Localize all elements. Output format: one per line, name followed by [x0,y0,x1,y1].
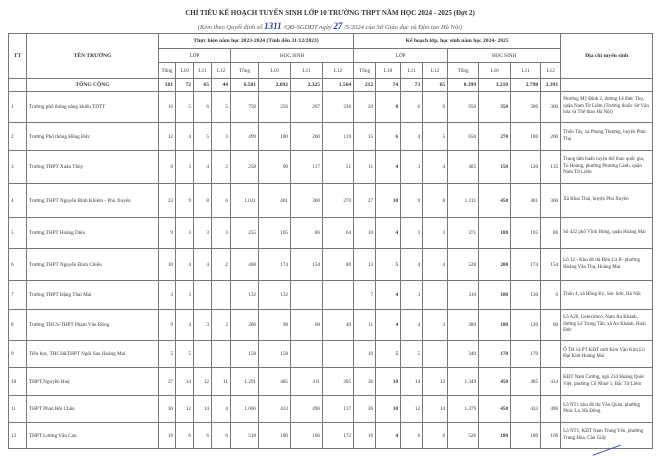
header-plan-year: Kế hoạch lớp, học sinh năm học 2024- 2025 [354,34,561,49]
cell-value: 759 [231,92,259,123]
header-sub-l12: L12 [323,63,354,79]
cell-value: 310 [448,281,479,310]
school-name: Trường THPT Nguyễn Đình Chiểu [27,249,159,281]
cell-value: 11 [212,368,231,396]
cell-value: 206 [231,310,259,341]
cell-value: 3 [194,218,212,249]
cell-value: 4 [194,249,212,281]
address: Lô A26, Geleximco, Nam An Khánh, đường Lê Trọng Tấn, xã An Khánh, Hoài Đức [561,310,653,341]
cell-value: 166 [541,423,561,449]
row-number: 12 [9,423,27,449]
cell-value: 14 [194,396,212,423]
cell-value: 6 [423,92,448,123]
cell-value: 158 [259,341,291,368]
cell-value: 166 [291,423,323,449]
cell-value: 180 [511,123,541,151]
total-value: 72 [176,79,194,92]
cell-value: 12 [194,368,212,396]
cell-value: 135 [541,151,561,184]
cell-value: 6 [401,423,423,449]
cell-value: 1.379 [448,396,479,423]
subtitle-prefix: (Kèm theo Quyết định số [197,24,263,31]
row-number: 10 [9,368,27,396]
cell-value: 300 [541,92,561,123]
cell-value: 130 [511,281,541,310]
table-row [9,341,653,368]
cell-value: 6 [376,123,401,151]
cell-value: 6 [401,92,423,123]
total-value: 2.325 [291,79,323,92]
cell-value [423,341,448,368]
cell-value: 105 [259,218,291,249]
table-row [9,396,653,423]
header-sub-tổng: Tổng [159,63,176,79]
school-name: Trường THPT Nguyễn Bỉnh Khiêm - Phú Xuyên [27,184,159,218]
total-value: 3.210 [479,79,511,92]
cell-value: 12 [401,396,423,423]
cell-value: 10 [376,368,401,396]
cell-value: 7 [354,281,376,310]
cell-value: 12 [159,123,176,151]
cell-value: 950 [448,92,479,123]
school-name: Trường phổ thông năng khiếu TDTT [27,92,159,123]
address: Thôn Tây, xã Phụng Thượng, huyện Phúc Thọ [561,123,653,151]
cell-value: 267 [291,92,323,123]
cell-value: 98 [259,310,291,341]
header-sub-l12: L12 [212,63,231,79]
cell-value: 4 [212,396,231,423]
total-value: 2.798 [511,79,541,92]
cell-value: 14 [176,368,194,396]
total-value: 65 [423,79,448,92]
cell-value: 8 [423,184,448,218]
cell-value: 340 [448,341,479,368]
cell-value: 360 [541,184,561,218]
header-classes: LỚP [159,49,231,63]
table-row [9,368,653,396]
cell-value: 4 [423,249,448,281]
cell-value [212,281,231,310]
cell-value: 105 [511,218,541,249]
cell-value: 36 [354,396,376,423]
address: Lô 12 - Khu đô thị Đền Lừ II- phường Hoàng Văn Thụ, Hoàng Mai [561,249,653,281]
address: Xã Khai Thái, huyện Phú Xuyên [561,184,653,218]
cell-value: 6 [176,423,194,449]
address: Trung tâm huấn luyện thể thao quốc gia, Tu Hoàng, phường Phương Canh, quận Nam Từ Liêm [561,151,653,184]
row-number: 2 [9,123,27,151]
cell-value: 270 [323,184,354,218]
cell-value [541,341,561,368]
cell-value: 5 [401,341,423,368]
document-subtitle [0,21,660,31]
table-row [9,151,653,184]
cell-value: 2 [212,151,231,184]
row-number: 5 [9,218,27,249]
cell-value: 137 [323,396,354,423]
cell-value: 12 [176,396,194,423]
cell-value: 119 [323,123,354,151]
cell-value: 255 [231,218,259,249]
total-value: 181 [159,79,176,92]
cell-value: 496 [291,396,323,423]
table-row [9,123,653,151]
cell-value: 12 [423,368,448,396]
cell-value: 200 [479,249,511,281]
table-row [9,184,653,218]
cell-value: 360 [291,184,323,218]
cell-value: 258 [231,151,259,184]
cell-value: 3 [212,123,231,151]
header-students: HỌC SINH [231,49,354,63]
header-sub-tổng: Tổng [354,63,376,79]
cell-value [291,341,323,368]
total-value: 212 [354,79,376,92]
cell-value: 405 [448,151,479,184]
address: KĐT Nam Cường, ngõ 234 Hoàng Quốc Việt, phường Cổ Nhuế 1, Bắc Từ Liêm [561,368,653,396]
cell-value: 401 [511,184,541,218]
header-sub-l11: L11 [291,63,323,79]
cell-value: 4 [376,151,401,184]
cell-value: 350 [479,92,511,123]
address: Lô NT1, KĐT Nam Trung Yên, phường Trung Hòa, Cầu Giấy [561,423,653,449]
header-sub-l12: L12 [423,63,448,79]
cell-value: 1.349 [448,368,479,396]
cell-value: 13 [354,249,376,281]
cell-value: 6 [194,92,212,123]
cell-value: 132 [259,281,291,310]
cell-value: 5 [176,92,194,123]
cell-value: 6 [194,423,212,449]
header-sub-l11: L11 [401,63,423,79]
total-value: 8.399 [448,79,479,92]
total-label: TỔNG CỘNG [27,79,159,92]
cell-value: 90 [259,151,291,184]
cell-value: 3 [401,151,423,184]
cell-value: 4 [401,249,423,281]
cell-value: 2 [212,249,231,281]
cell-value: 18 [159,423,176,449]
cell-value [194,281,212,310]
cell-value: 154 [541,249,561,281]
cell-value: 200 [541,123,561,151]
cell-value: 433 [259,396,291,423]
cell-value: 4 [176,249,194,281]
cell-value: 4 [176,123,194,151]
cell-value: 180 [479,281,511,310]
cell-value [323,341,354,368]
cell-value: 4 [194,151,212,184]
cell-value: 380 [448,310,479,341]
cell-value: 433 [511,396,541,423]
total-value: 73 [401,79,423,92]
cell-value: 150 [479,151,511,184]
decision-number: 1311 [264,21,282,31]
row-number: 1 [9,92,27,123]
cell-value: 172 [323,423,354,449]
cell-value: 1.291 [231,368,259,396]
cell-value: 180 [259,423,291,449]
decision-day: 27 [333,21,343,31]
cell-value: 5 [212,92,231,123]
school-name: THPT Phan Bội Châu [27,396,159,423]
cell-value: 1.066 [231,396,259,423]
cell-value: 6 [423,423,448,449]
cell-value: 3 [401,218,423,249]
cell-value: 14 [423,396,448,423]
cell-value: 9 [159,218,176,249]
cell-value: 450 [479,368,511,396]
row-number: 9 [9,341,27,368]
table-row [9,423,653,449]
cell-value: 5 [159,341,176,368]
cell-value: 395 [323,368,354,396]
total-value: 6.581 [231,79,259,92]
cell-value: 5 [423,123,448,151]
cell-value: 180 [479,218,511,249]
cell-value: 3 [194,310,212,341]
cell-value: 10 [354,341,376,368]
cell-value: 450 [479,396,511,423]
cell-value: 180 [479,310,511,341]
cell-value: 30 [159,396,176,423]
cell-value: 4 [401,310,423,341]
row-number: 3 [9,151,27,184]
cell-value: 528 [448,249,479,281]
cell-value: 3 [423,310,448,341]
cell-value: 11 [354,310,376,341]
cell-value: 4 [376,310,401,341]
table-row [9,281,653,310]
cell-value [423,281,448,310]
cell-value: 401 [259,184,291,218]
cell-value: 6 [212,184,231,218]
cell-value: 3 [176,218,194,249]
total-value: 2.692 [259,79,291,92]
address: Phường Mỹ Đình 2, đường Lê Đức Thọ, quận Nam Từ Liêm (Trường thuộc Sở Văn hóa và Thể thao Hà Nội) [561,92,653,123]
table-row [9,218,653,249]
address: Số 422 phố Vĩnh Hưng, quận Hoàng Mai [561,218,653,249]
cell-value: 411 [291,368,323,396]
cell-value: 14 [401,368,423,396]
header-sub-l10: L10 [259,63,291,79]
cell-value: 4 [401,123,423,151]
header-tt: TT [9,34,27,79]
header-sub-tổng: Tổng [231,63,259,79]
cell-value: 650 [448,123,479,151]
header-sub-l10: L10 [479,63,511,79]
cell-value: 8 [194,184,212,218]
total-value: 74 [376,79,401,92]
school-name: Trường THPT Hoàng Diệu [27,218,159,249]
cell-value: 64 [323,218,354,249]
cell-value: 117 [291,151,323,184]
document-title: CHỈ TIÊU KẾ HOẠCH TUYỂN SINH LỚP 10 TRƯỜNG THPT NĂM HỌC 2024 - 2025 (Đợt 2) [185,9,475,17]
cell-value: 5 [376,249,401,281]
cell-value: 270 [479,123,511,151]
cell-value: 0 [541,281,561,310]
cell-value: 170 [479,341,511,368]
cell-value: 20 [354,92,376,123]
cell-value: 8 [376,92,401,123]
header-sub-l11: L11 [511,63,541,79]
cell-value: 4 [376,218,401,249]
cell-value [194,341,212,368]
cell-value: 371 [448,218,479,249]
cell-value: 499 [231,123,259,151]
cell-value: 180 [479,423,511,449]
row-number: 7 [9,281,27,310]
cell-value: 3 [423,218,448,249]
cell-value: 450 [479,184,511,218]
school-name: Trường THCS-THPT Phạm Văn Đồng [27,310,159,341]
cell-value: 158 [231,341,259,368]
cell-value: 3 [212,218,231,249]
cell-value: 4 [376,423,401,449]
cell-value: 86 [541,218,561,249]
cell-value: 5 [176,341,194,368]
cell-value: 6 [212,423,231,449]
cell-value: 526 [448,423,479,449]
cell-value: 9 [176,184,194,218]
row-number: 11 [9,396,27,423]
cell-value: 170 [511,341,541,368]
cell-value: 10 [376,184,401,218]
row-number: 8 [9,310,27,341]
total-value: 65 [194,79,212,92]
header-sub-l10: L10 [176,63,194,79]
cell-value: 120 [511,310,541,341]
cell-value: 300 [511,92,541,123]
cell-value: 174 [511,249,541,281]
cell-value: 80 [541,310,561,341]
cell-value: 68 [291,310,323,341]
cell-value: 236 [323,92,354,123]
header-sub-l11: L11 [194,63,212,79]
header-school: TÊN TRƯỜNG [27,34,159,79]
table-row [9,92,653,123]
cell-value: 4 [176,310,194,341]
total-value: 44 [212,79,231,92]
cell-value: 485 [511,368,541,396]
cell-value: 23 [159,184,176,218]
address: Lô NT1 khu đô thị Văn Quán, phường Phúc La, Hà Đông [561,396,653,423]
row-number: 4 [9,184,27,218]
cell-value: 2 [212,310,231,341]
cell-value: 51 [323,151,354,184]
header-students: HỌC SINH [448,49,561,63]
cell-value: 518 [231,423,259,449]
cell-value: 37 [159,368,176,396]
cell-value [291,281,323,310]
subtitle-middle: /QĐ-SGDĐT ngày [283,24,332,31]
header-classes: LỚP [354,49,448,63]
table-header [9,34,653,79]
cell-value: 36 [354,368,376,396]
cell-value: 120 [511,151,541,184]
cell-value: 10 [376,396,401,423]
enrollment-table [8,33,653,449]
cell-value [212,341,231,368]
cell-value: 9 [159,310,176,341]
school-name: Trường Phổ thông Hồng Đức [27,123,159,151]
cell-value: 10 [354,218,376,249]
cell-value: 496 [541,396,561,423]
school-name: Tiểu học, THCS&THPT Ngôi Sao Hoàng Mai [27,341,159,368]
cell-value: 132 [231,281,259,310]
cell-value: 40 [323,310,354,341]
header-current-year: Thực hiện năm học 2023-2024 (Tính đến 31/12/2023) [159,34,354,49]
row-number: 6 [9,249,27,281]
cell-value: 200 [291,123,323,151]
cell-value: 5 [194,123,212,151]
school-name: THPT Lương Văn Can [27,423,159,449]
cell-value: 3 [176,151,194,184]
school-name: Trường THPT Xuân Thủy [27,151,159,184]
cell-value: 256 [259,92,291,123]
cell-value: 16 [159,92,176,123]
cell-value: 86 [291,218,323,249]
cell-value: 180 [259,123,291,151]
subtitle-suffix: /5/2024 của Sở Giáo dục và Đào tạo Hà Nội) [343,24,463,31]
header-address: Địa chỉ tuyển sinh [561,34,653,79]
cell-value: 80 [323,249,354,281]
total-value: 1.564 [323,79,354,92]
cell-value: 3 [401,281,423,310]
cell-value: 16 [354,423,376,449]
cell-value: 9 [159,151,176,184]
cell-value: 27 [354,184,376,218]
address: Ô TH và PT KĐT mới Kim Văn Kim Lũ Đại Kim Hoàng Mai [561,341,653,368]
cell-value: 15 [354,123,376,151]
school-name: Trường THPT Đặng Thai Mai [27,281,159,310]
cell-value: 485 [259,368,291,396]
table-row [9,310,653,341]
header-sub-tổng: Tổng [448,63,479,79]
cell-value: 4 [376,281,401,310]
total-tt-cell [9,79,27,92]
cell-value: 9 [401,184,423,218]
header-sub-l12: L12 [541,63,561,79]
address: Thôn 4, xã Hồng Kỳ, Sóc Sơn, Hà Nội [561,281,653,310]
cell-value: 414 [541,368,561,396]
cell-value: 180 [511,423,541,449]
total-address-cell [561,79,653,92]
cell-value: 4 [423,151,448,184]
total-value: 2.391 [541,79,561,92]
school-name: THPT Nguyễn Huệ [27,368,159,396]
cell-value: 1.211 [448,184,479,218]
cell-value: 11 [354,151,376,184]
cell-value [323,281,354,310]
cell-value: 1.031 [231,184,259,218]
cell-value: 3 [176,281,194,310]
cell-value: 408 [231,249,259,281]
header-sub-l10: L10 [376,63,401,79]
cell-value: 174 [259,249,291,281]
cell-value: 5 [376,341,401,368]
cell-value: 10 [159,249,176,281]
cell-value: 3 [159,281,176,310]
cell-value: 154 [291,249,323,281]
table-row [9,249,653,281]
